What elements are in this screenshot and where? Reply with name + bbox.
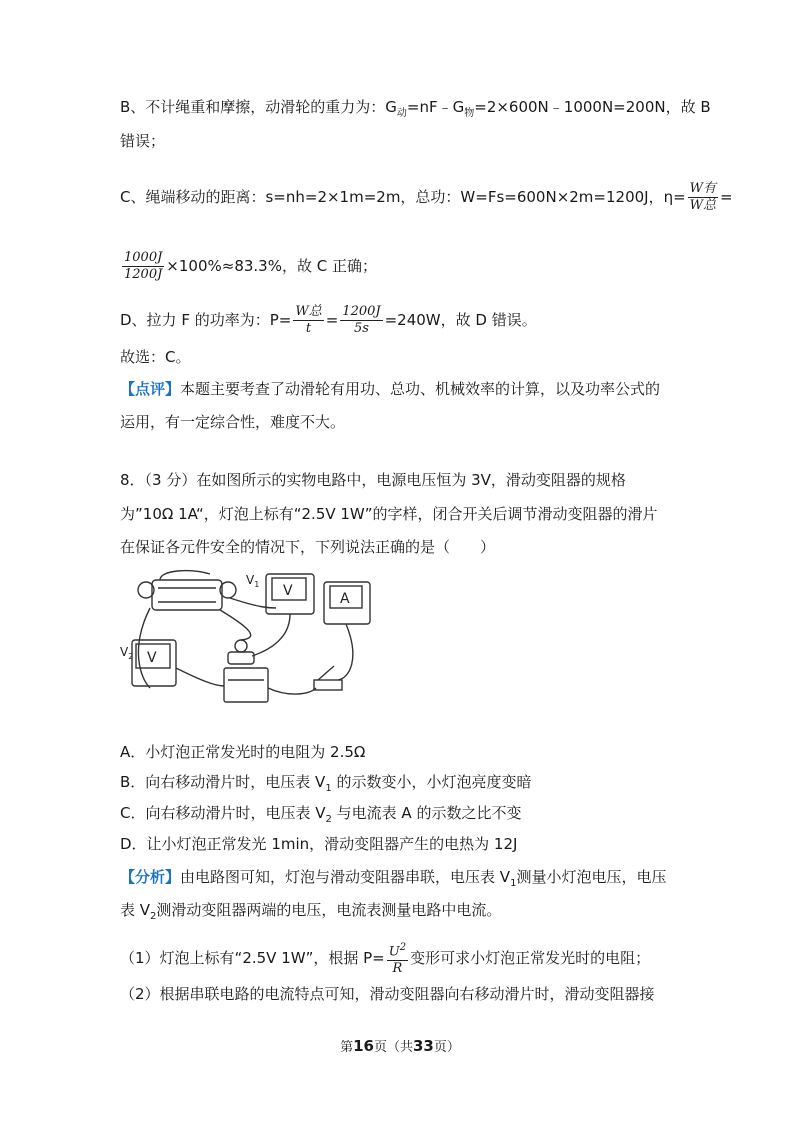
fraction: $\frac{1000J}{1200J}$ xyxy=(124,250,163,282)
fraction: $\frac{\text{W有}}{\text{W总}}$ xyxy=(689,181,717,213)
v2-label: $V_2$ xyxy=(120,645,134,661)
option-a: A．小灯泡正常发光时的电阻为 2.5Ω xyxy=(120,743,366,761)
text-line-choose: 故选：C。 xyxy=(120,348,191,366)
analysis-line-3: （1）灯泡上标有“2.5V 1W”，根据 P= $\frac{U^2}{R}$ 变形可求小灯泡正常发光时的电阻； xyxy=(120,942,651,977)
fraction: $\frac{1200J}{5s}$ xyxy=(342,304,381,336)
fraction: $\frac{\text{W总}}{t}$ xyxy=(295,304,322,336)
text-line-c1: C、绳端移动的距离：s=nh=2×1m=2m，总功：W=Fs=600N×2m=1200J，η= $\frac{\text{W有}}{\text{W总}}$ = xyxy=(120,181,733,213)
analysis-line-1: 【分析】由电路图可知，灯泡与滑动变阻器串联，电压表 $V_1$测量小灯泡电压，电压 xyxy=(120,868,667,889)
analysis-line-4: （2）根据串联电路的电流特点可知，滑动变阻器向右移动滑片时，滑动变阻器接 xyxy=(120,985,655,1003)
v2-symbol: V xyxy=(147,650,157,666)
fraction: $\frac{U^2}{R}$ xyxy=(388,942,407,977)
text-line-d1: D、拉力 F 的功率为：P= $\frac{\text{W总}}{t}$ = $\frac{1200J}{5s}$ =240W，故 D 错误。 xyxy=(120,304,537,336)
text-line-c2: $\frac{1000J}{1200J}$ ×100%≈83.3%，故 C 正确； xyxy=(124,250,377,282)
option-c: C．向右移动滑片时，电压表 $V_2$ 与电流表 A 的示数之比不变 xyxy=(120,804,522,825)
question-8-line-2: 为”10Ω 1A“，灯泡上标有“2.5V 1W”的字样，闭合开关后调节滑动变阻器的滑片 xyxy=(120,505,658,523)
review-line-1: 【点评】本题主要考查了动滑轮有用功、总功、机械效率的计算，以及功率公式的 xyxy=(120,380,661,398)
analysis-tag: 【分析】 xyxy=(120,868,181,886)
text-line-b2: 错误； xyxy=(120,132,166,150)
ammeter-symbol: A xyxy=(340,591,350,607)
circuit-figure xyxy=(120,568,420,716)
analysis-line-2: 表 $V_2$测滑动变阻器两端的电压，电流表测量电路中电流。 xyxy=(120,901,502,922)
option-d: D．让小灯泡正常发光 1min，滑动变阻器产生的电热为 12J xyxy=(120,835,518,853)
option-b: B．向右移动滑片时，电压表 $V_1$ 的示数变小，小灯泡亮度变暗 xyxy=(120,773,532,794)
review-line-2: 运用，有一定综合性，难度不大。 xyxy=(120,413,346,431)
page-footer: 第16页（共33页） xyxy=(340,1037,460,1055)
text-line-b1: B、不计绳重和摩擦，动滑轮的重力为：$G_动=nF﹣G_物=2\times 600N﹣1000N=200N$，故 B xyxy=(120,98,711,119)
review-tag: 【点评】 xyxy=(120,380,181,398)
v1-label: $V_1$ xyxy=(246,573,260,589)
question-8-line-3: 在保证各元件安全的情况下，下列说法正确的是（ ） xyxy=(120,538,496,556)
v1-symbol: V xyxy=(283,583,293,599)
question-8-line-1: 8．（3 分）在如图所示的实物电路中，电源电压恒为 3V，滑动变阻器的规格 xyxy=(120,471,626,489)
